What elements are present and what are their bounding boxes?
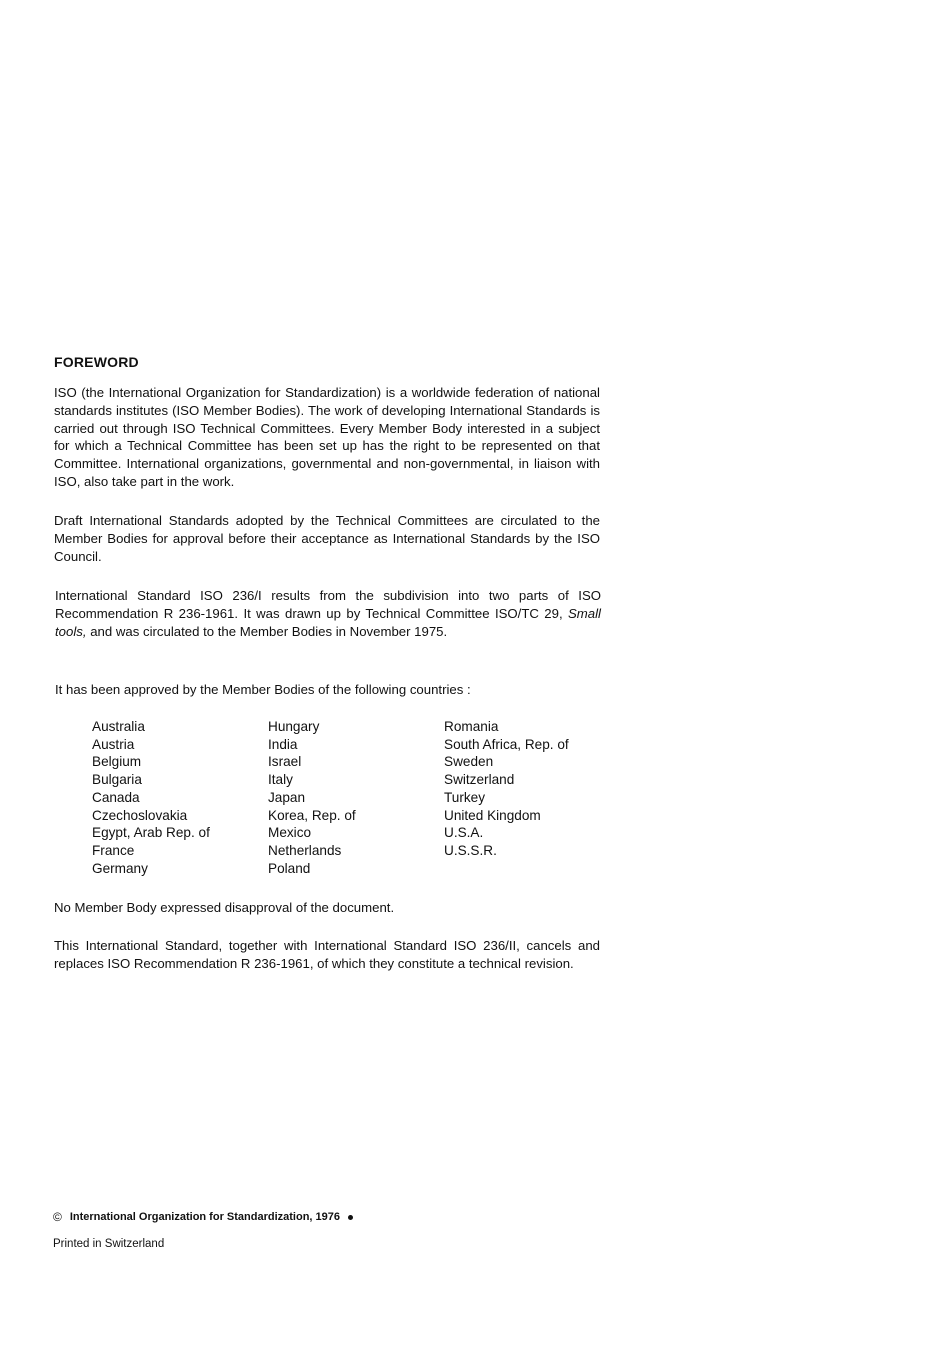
countries-column-3 <box>444 718 569 860</box>
country-item: Sweden <box>444 754 494 770</box>
country-item: Italy <box>268 772 293 788</box>
country-item: India <box>268 736 298 752</box>
country-item: Canada <box>92 789 140 805</box>
country-item: South Africa, Rep. of <box>444 736 569 752</box>
country-item: Romania <box>444 719 499 734</box>
country-item: United Kingdom <box>444 807 541 823</box>
foreword-heading: FOREWORD <box>54 354 139 370</box>
copyright-notice <box>53 1210 353 1224</box>
copyright-symbol: © <box>53 1210 62 1224</box>
origin-text-start: International Standard ISO 236/I results from the subdivision into two parts of ISO Recommendation R 236-1961. It was drawn up by Technical Committee ISO/TC 29, <box>55 588 601 621</box>
bullet-icon <box>348 1215 353 1220</box>
country-item: Switzerland <box>444 772 515 788</box>
country-item: France <box>92 842 135 858</box>
country-item: Japan <box>268 789 306 805</box>
committee-title-italic: Small tools, <box>55 605 601 639</box>
countries-column-2 <box>268 718 356 877</box>
country-item: Poland <box>268 860 311 876</box>
foreword-paragraph-revision: This International Standard, together with International Standard ISO 236/II, cancels and replaces ISO Recommendation R 236-1961, of which they constitute a technical revision. <box>54 938 600 971</box>
country-item: Israel <box>268 754 302 770</box>
country-item: U.S.S.R. <box>444 842 497 858</box>
foreword-paragraph-standard-origin <box>55 587 601 640</box>
country-item: Germany <box>92 860 148 876</box>
foreword-paragraph-approval: It has been approved by the Member Bodies of the following countries : <box>55 682 471 697</box>
country-item: U.S.A. <box>444 825 484 841</box>
country-item: Egypt, Arab Rep. of <box>92 825 210 841</box>
foreword-paragraph-draft-standards: Draft International Standards adopted by the Technical Committees are circulated to the Member Bodies for approval before their acceptance as International Standards by the ISO Council. <box>54 513 600 564</box>
country-item: Australia <box>92 719 145 734</box>
foreword-paragraph-no-disapproval: No Member Body expressed disapproval of the document. <box>54 900 395 915</box>
country-item: Belgium <box>92 754 142 770</box>
approving-countries-list <box>92 718 612 888</box>
origin-text-end: and was circulated to the Member Bodies in November 1975. <box>86 623 448 639</box>
countries-column-1 <box>92 718 210 877</box>
country-item: Turkey <box>444 789 486 805</box>
country-item: Mexico <box>268 825 312 841</box>
foreword-paragraph-iso-description: ISO (the International Organization for Standardization) is a worldwide federation of national standards institutes (ISO Member Bodies). The work of developing International Standards is carried out through ISO Technical Committees. Every Member Body interested in a subject for which a Technical Committee has been set up has the right to be represented on that Committee. International organizations, governmental and non-governmental, in liaison with ISO, also take part in the work. <box>54 385 600 489</box>
country-item: Austria <box>92 736 135 752</box>
country-item: Hungary <box>268 719 320 734</box>
country-item: Korea, Rep. of <box>268 807 356 823</box>
country-item: Czechoslovakia <box>92 807 188 823</box>
country-item: Bulgaria <box>92 772 142 788</box>
copyright-text: International Organization for Standardization, 1976 <box>69 1211 340 1223</box>
country-item: Netherlands <box>268 842 342 858</box>
printed-in-notice: Printed in Switzerland <box>53 1238 165 1250</box>
